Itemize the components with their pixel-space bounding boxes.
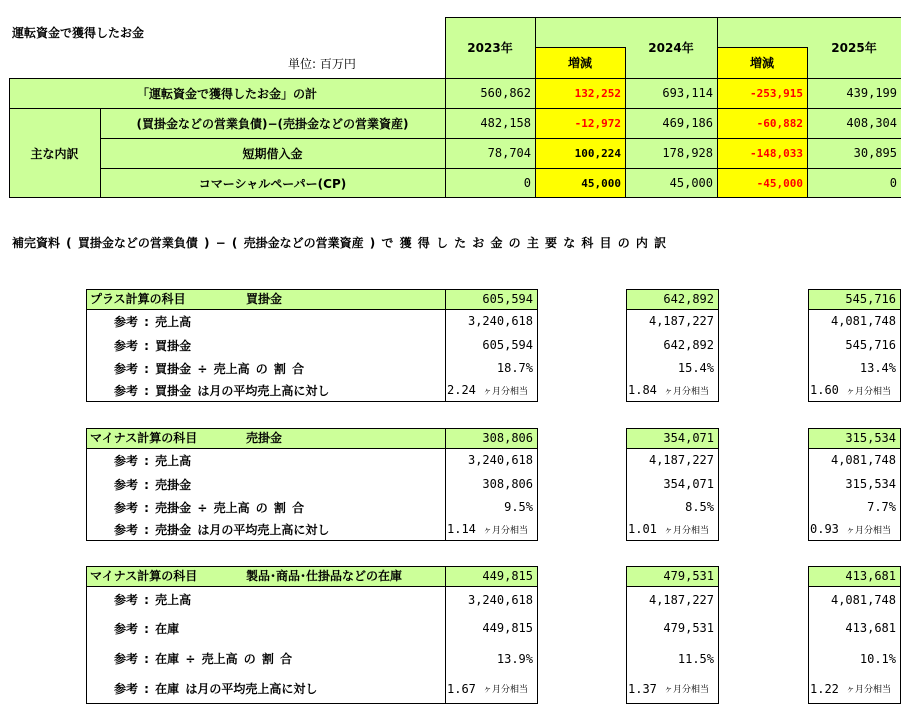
reference-value: 4,187,227 xyxy=(648,314,714,328)
header-year-2025: 2025年 xyxy=(807,17,901,78)
row-value: 45,000 xyxy=(625,168,717,198)
months-label: 参考 : 売掛金 は月の平均売上高に対し xyxy=(114,522,330,537)
block-border-left xyxy=(86,289,87,402)
months-value: 1.14 xyxy=(447,522,476,536)
months-unit: ヶ月分相当 xyxy=(846,685,892,695)
row-change: 45,000 xyxy=(535,168,625,198)
reference-value: 354,071 xyxy=(663,477,714,491)
reference-value: 9.5% xyxy=(504,500,533,514)
supplement-title: 補完資料 ( 買掛金などの営業負債 ) − ( 売掛金などの営業資産 ) で 獲 得 し た お 金 の 主 要 な 科 目 の 内 訳 xyxy=(12,236,667,250)
group-label: 主な内訳 xyxy=(9,108,100,198)
reference-label: 参考 : 在庫 xyxy=(114,621,180,636)
unit-label: 単位: 百万円 xyxy=(288,57,356,71)
months-unit: ヶ月分相当 xyxy=(846,386,892,397)
row-label: 短期借入金 xyxy=(100,138,445,168)
row-change: -45,000 xyxy=(717,168,807,198)
row-value: 482,158 xyxy=(445,108,535,138)
reference-value: 15.4% xyxy=(677,361,714,375)
reference-value: 4,187,227 xyxy=(648,592,714,607)
reference-value: 8.5% xyxy=(685,500,714,514)
reference-value: 4,187,227 xyxy=(648,453,714,467)
months-unit: ヶ月分相当 xyxy=(483,685,529,695)
row-value: 408,304 xyxy=(807,108,901,138)
total-change-2025: -253,915 xyxy=(717,78,807,108)
reference-label: 参考 : 買掛金 ÷ 売上高 の 割 合 xyxy=(114,361,305,376)
reference-value: 315,534 xyxy=(845,477,896,491)
block-head-value: 308,806 xyxy=(445,428,537,448)
block-head-value: 449,815 xyxy=(445,566,537,586)
months-value: 1.22 xyxy=(810,681,839,696)
reference-value: 11.5% xyxy=(677,651,714,666)
block-border-mid xyxy=(445,428,446,541)
block-border-left xyxy=(86,428,87,541)
reference-value: 479,531 xyxy=(663,621,714,635)
total-2025: 439,199 xyxy=(807,78,901,108)
block-border-right xyxy=(537,566,538,704)
row-value: 0 xyxy=(807,168,901,198)
row-change: -12,972 xyxy=(535,108,625,138)
total-label: 「運転資金で獲得したお金」の計 xyxy=(9,78,445,108)
reference-value: 10.1% xyxy=(859,651,896,666)
col-border-right xyxy=(718,289,719,402)
months-value: 0.93 xyxy=(810,522,839,536)
header-change-2025: 増減 xyxy=(717,47,807,78)
block-border-bottom xyxy=(86,540,537,541)
reference-value: 3,240,618 xyxy=(467,453,533,467)
block-border-left xyxy=(86,566,87,704)
col-border-top xyxy=(626,289,718,290)
block-border-top xyxy=(86,289,537,290)
row-change: -60,882 xyxy=(717,108,807,138)
col-border-top xyxy=(626,428,718,429)
col-border-bottom xyxy=(626,540,718,541)
months-unit: ヶ月分相当 xyxy=(664,525,710,536)
total-2024: 693,114 xyxy=(625,78,717,108)
block-head-item: 製品･商品･仕掛品などの在庫 xyxy=(246,569,403,583)
row-label: (買掛金などの営業負債)−(売掛金などの営業資産) xyxy=(100,108,445,138)
col-border-left xyxy=(808,566,809,704)
col-border-bottom xyxy=(808,401,900,402)
col-border-head xyxy=(808,448,900,449)
block-border-right xyxy=(537,289,538,402)
row-change: 100,224 xyxy=(535,138,625,168)
reference-value: 3,240,618 xyxy=(467,314,533,328)
months-value: 1.84 xyxy=(628,383,657,397)
block-border-head xyxy=(86,448,537,449)
col-border-top xyxy=(808,566,900,567)
row-value: 30,895 xyxy=(807,138,901,168)
block-head-value: 315,534 xyxy=(808,428,900,448)
reference-value: 308,806 xyxy=(482,477,533,491)
row-value: 0 xyxy=(445,168,535,198)
col-border-left xyxy=(626,566,627,704)
block-border-mid xyxy=(445,566,446,704)
col-border-top xyxy=(808,289,900,290)
reference-label: 参考 : 売掛金 ÷ 売上高 の 割 合 xyxy=(114,500,305,515)
block-border-top xyxy=(86,428,537,429)
months-unit: ヶ月分相当 xyxy=(846,525,892,536)
block-head-value: 545,716 xyxy=(808,289,900,309)
reference-value: 642,892 xyxy=(663,338,714,352)
months-value: 1.37 xyxy=(628,681,657,696)
block-border-head xyxy=(86,309,537,310)
reference-label: 参考 : 売掛金 xyxy=(114,477,192,492)
block-border-mid xyxy=(445,289,446,402)
reference-value: 413,681 xyxy=(845,621,896,635)
months-value: 2.24 xyxy=(447,383,476,397)
reference-value: 3,240,618 xyxy=(467,592,533,607)
block-head-value: 413,681 xyxy=(808,566,900,586)
col-border-top xyxy=(808,428,900,429)
block-head-item: 買掛金 xyxy=(246,292,283,306)
reference-value: 545,716 xyxy=(845,338,896,352)
header-2024-top xyxy=(535,17,625,47)
row-value: 469,186 xyxy=(625,108,717,138)
reference-label: 参考 : 売上高 xyxy=(114,453,192,468)
reference-value: 4,081,748 xyxy=(830,453,896,467)
row-change: -148,033 xyxy=(717,138,807,168)
block-border-head xyxy=(86,586,537,587)
months-unit: ヶ月分相当 xyxy=(664,386,710,397)
col-border-head xyxy=(626,309,718,310)
reference-value: 4,081,748 xyxy=(830,314,896,328)
total-2023: 560,862 xyxy=(445,78,535,108)
col-border-head xyxy=(808,309,900,310)
reference-value: 13.9% xyxy=(496,651,533,666)
reference-label: 参考 : 買掛金 xyxy=(114,338,192,353)
col-border-right xyxy=(718,566,719,704)
reference-value: 4,081,748 xyxy=(830,592,896,607)
col-border-bottom xyxy=(626,401,718,402)
row-label: コマーシャルペーパー(CP) xyxy=(100,168,445,198)
months-value: 1.01 xyxy=(628,522,657,536)
months-label: 参考 : 在庫 は月の平均売上高に対し xyxy=(114,682,318,696)
col-border-right xyxy=(718,428,719,541)
col-border-top xyxy=(626,566,718,567)
header-change-2024: 増減 xyxy=(535,47,625,78)
header-year-2024: 2024年 xyxy=(625,17,717,78)
reference-value: 449,815 xyxy=(482,621,533,635)
row-value: 178,928 xyxy=(625,138,717,168)
row-value: 78,704 xyxy=(445,138,535,168)
col-border-left xyxy=(808,428,809,541)
block-head-category: マイナス計算の科目 xyxy=(90,569,198,583)
months-value: 1.60 xyxy=(810,383,839,397)
months-unit: ヶ月分相当 xyxy=(483,525,529,536)
block-head-value: 354,071 xyxy=(626,428,718,448)
col-border-left xyxy=(626,428,627,541)
block-head-value: 605,594 xyxy=(445,289,537,309)
reference-value: 605,594 xyxy=(482,338,533,352)
months-unit: ヶ月分相当 xyxy=(483,386,529,397)
block-border-top xyxy=(86,566,537,567)
total-change-2024: 132,252 xyxy=(535,78,625,108)
reference-value: 13.4% xyxy=(859,361,896,375)
header-2025-top xyxy=(717,17,807,47)
months-unit: ヶ月分相当 xyxy=(664,685,710,695)
header-year-2023: 2023年 xyxy=(445,17,535,78)
block-head-category: マイナス計算の科目 xyxy=(90,431,198,445)
col-border-head xyxy=(626,586,718,587)
months-value: 1.67 xyxy=(447,681,476,696)
block-border-right xyxy=(537,428,538,541)
col-border-head xyxy=(808,586,900,587)
reference-label: 参考 : 在庫 ÷ 売上高 の 割 合 xyxy=(114,652,293,666)
col-border-head xyxy=(626,448,718,449)
block-head-item: 売掛金 xyxy=(246,431,283,445)
reference-label: 参考 : 売上高 xyxy=(114,593,192,607)
block-head-value: 642,892 xyxy=(626,289,718,309)
sheet-title: 運転資金で獲得したお金 xyxy=(12,26,145,40)
block-head-category: プラス計算の科目 xyxy=(90,292,186,306)
reference-label: 参考 : 売上高 xyxy=(114,314,192,329)
block-head-value: 479,531 xyxy=(626,566,718,586)
months-label: 参考 : 買掛金 は月の平均売上高に対し xyxy=(114,383,330,398)
reference-value: 7.7% xyxy=(867,500,896,514)
col-border-bottom xyxy=(808,540,900,541)
col-border-left xyxy=(626,289,627,402)
block-border-bottom xyxy=(86,401,537,402)
col-border-left xyxy=(808,289,809,402)
reference-value: 18.7% xyxy=(496,361,533,375)
